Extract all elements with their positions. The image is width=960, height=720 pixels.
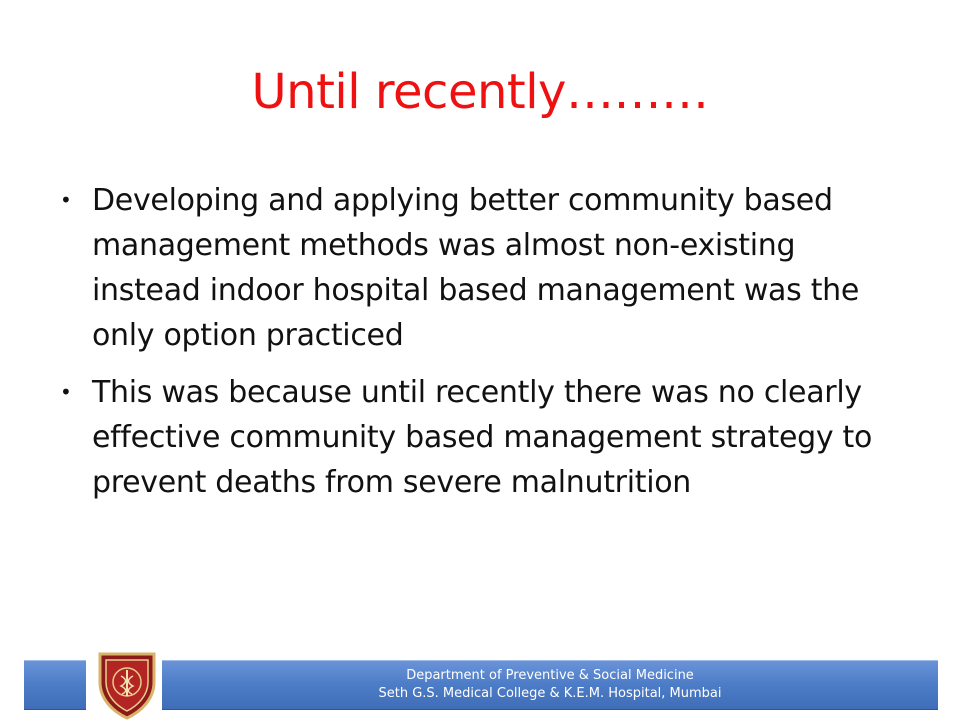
bullet-list	[58, 178, 898, 517]
bullet-dot-icon: •	[60, 188, 72, 212]
institution-crest-icon	[96, 648, 158, 720]
footer-bar	[162, 660, 938, 710]
footer-department: Department of Preventive & Social Medicine	[406, 668, 694, 683]
bullet-dot-icon: •	[60, 380, 72, 404]
slide-title: Until recently………	[251, 64, 709, 120]
bullet-item	[58, 178, 898, 358]
footer	[0, 660, 960, 720]
bullet-text: This was because until recently there was no clearly effective community based management strategy to prevent deaths from severe malnutrition	[92, 375, 873, 500]
bullet-text: Developing and applying better community based management methods was almost non-existing instead indoor hospital based management was the only option practiced	[92, 183, 860, 353]
bullet-item	[58, 370, 898, 505]
footer-text	[162, 667, 938, 703]
footer-bar-left	[24, 660, 86, 710]
footer-institution: Seth G.S. Medical College & K.E.M. Hospital, Mumbai	[378, 686, 722, 701]
